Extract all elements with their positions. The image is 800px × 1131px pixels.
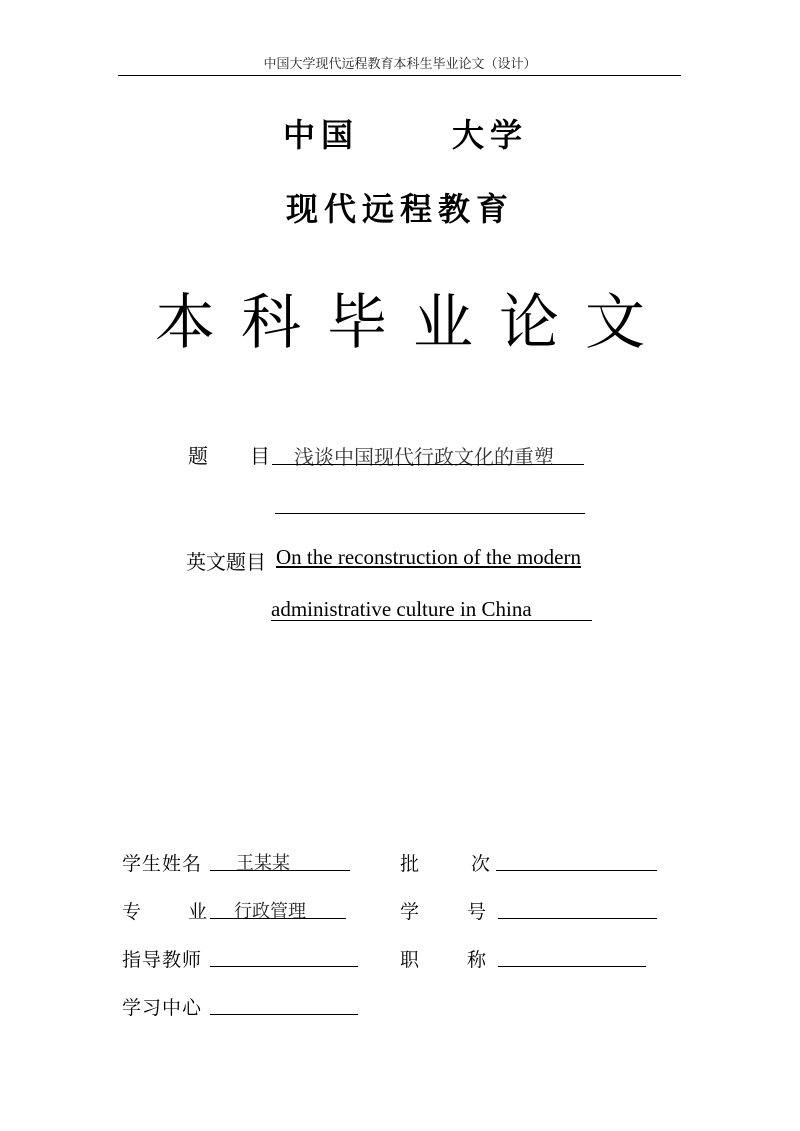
header-rule xyxy=(118,75,681,76)
program-subtitle: 现代远程教育 xyxy=(285,190,514,228)
title-label-part2: 称 xyxy=(467,949,488,971)
student-id-underline xyxy=(498,918,657,919)
topic-value: 浅谈中国现代行政文化的重塑 xyxy=(294,445,554,469)
english-topic-underline-2 xyxy=(271,620,592,621)
major-label-part1: 专 xyxy=(122,901,143,923)
advisor-underline xyxy=(210,966,358,967)
student-name-label: 学生姓名 xyxy=(122,853,203,875)
university-name-part2: 大学 xyxy=(452,116,529,154)
topic-label-part1: 题 xyxy=(188,444,208,468)
degree-title: 本科毕业论文 xyxy=(155,288,671,358)
university-name-part1: 中国 xyxy=(283,116,360,154)
topic-underline-2 xyxy=(275,513,585,514)
batch-underline xyxy=(496,870,657,871)
title-label-part1: 职 xyxy=(400,949,421,971)
batch-label-part2: 次 xyxy=(471,853,492,875)
student-id-label-part1: 学 xyxy=(400,901,421,923)
english-topic-line1: On the reconstruction of the modern xyxy=(276,545,581,569)
batch-label-part1: 批 xyxy=(400,853,421,875)
title-underline xyxy=(498,966,646,967)
learning-center-label: 学习中心 xyxy=(122,997,203,1019)
english-topic-line2: administrative culture in China xyxy=(271,597,532,621)
student-id-label-part2: 号 xyxy=(467,901,488,923)
major-value: 行政管理 xyxy=(234,901,306,922)
english-topic-label: 英文题目 xyxy=(186,550,266,574)
topic-label-part2: 目 xyxy=(250,444,270,468)
student-name-underline xyxy=(210,870,350,871)
topic-underline-1 xyxy=(272,464,584,465)
student-name-value: 王某某 xyxy=(236,853,290,874)
advisor-label: 指导教师 xyxy=(122,949,203,971)
major-label-part2: 业 xyxy=(188,901,209,923)
page-header: 中国大学现代远程教育本科生毕业论文（设计） xyxy=(263,57,537,72)
learning-center-underline xyxy=(210,1014,358,1015)
major-underline xyxy=(210,918,346,919)
